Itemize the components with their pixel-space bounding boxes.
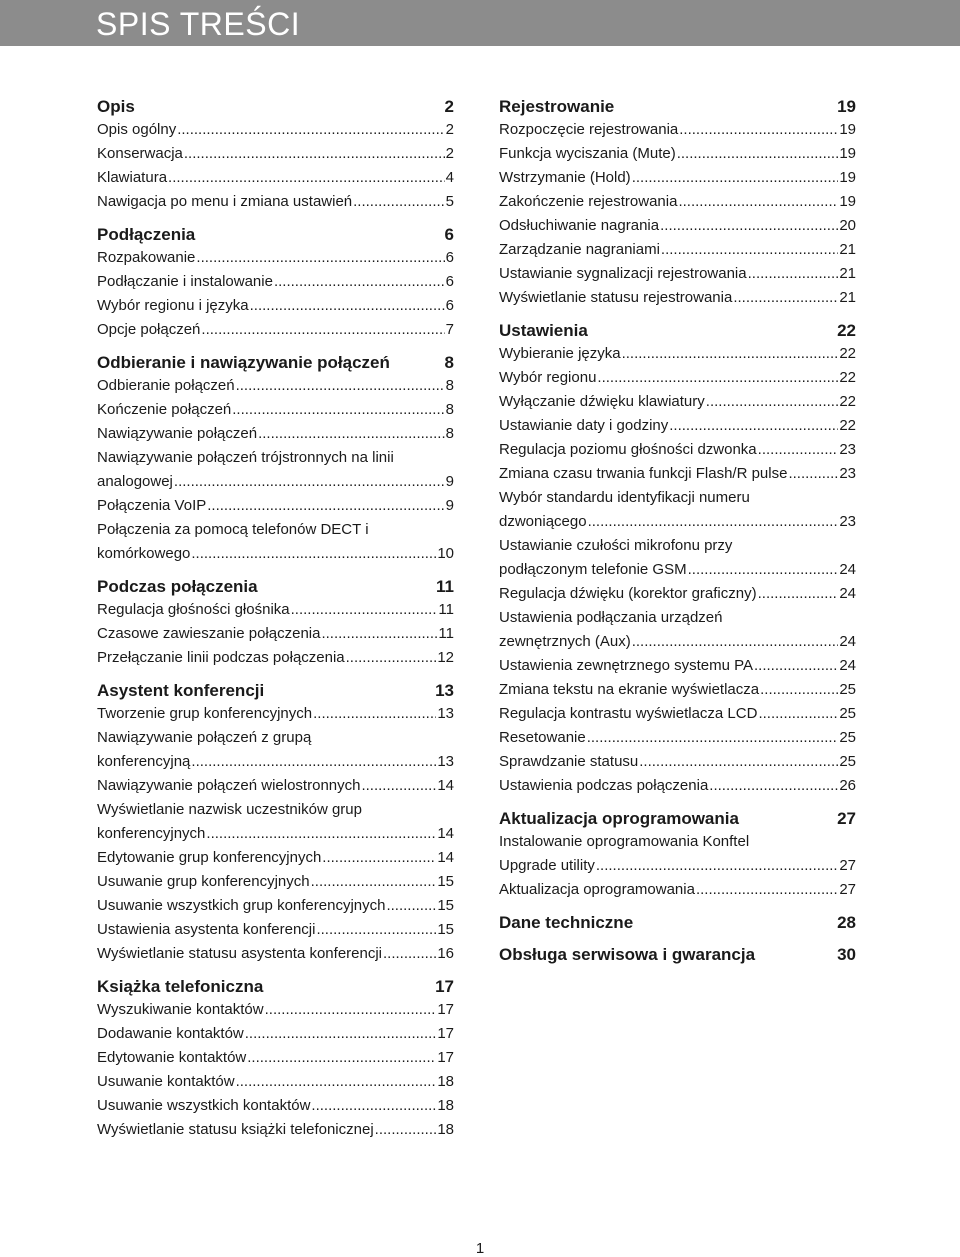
- dot-leader: [696, 878, 838, 902]
- toc-entry-title: Wyświetlanie statusu książki telefonicznej: [97, 1121, 374, 1138]
- toc-entry-page: 2: [445, 145, 454, 162]
- toc-entry[interactable]: [499, 462, 856, 486]
- toc-entry-title: Wyświetlanie statusu rejestrowania: [499, 289, 733, 306]
- toc-entry[interactable]: [499, 118, 856, 142]
- toc-entry-title: Rozpakowanie: [97, 249, 196, 266]
- toc-entry-title: Nawigacja po menu i zmiana ustawień: [97, 193, 353, 210]
- toc-entry-title: Funkcja wyciszania (Mute): [499, 145, 676, 162]
- toc-entry-title: Regulacja poziomu głośności dzwonka: [499, 441, 757, 458]
- toc-entry-page: 10: [437, 545, 454, 562]
- toc-section: [499, 96, 856, 310]
- dot-leader: [754, 654, 838, 678]
- section-page: 28: [837, 913, 856, 932]
- dot-leader: [758, 438, 839, 462]
- section-title: Książka telefoniczna: [97, 977, 264, 996]
- toc-entry-title: Ustawianie daty i godziny: [499, 417, 669, 434]
- toc-entry-page: 19: [839, 121, 856, 138]
- toc-entry-title: Usuwanie grup konferencyjnych: [97, 873, 310, 890]
- dot-leader: [316, 918, 436, 942]
- toc-right-column: [499, 96, 856, 966]
- toc-entry-page: 11: [438, 601, 454, 618]
- dot-leader: [206, 822, 436, 846]
- dot-leader: [258, 422, 445, 446]
- dot-leader: [639, 750, 838, 774]
- dot-leader: [191, 542, 436, 566]
- toc-entry[interactable]: [97, 422, 454, 446]
- toc-entry-title: Zarządzanie nagraniami: [499, 241, 660, 258]
- section-heading[interactable]: [499, 808, 856, 830]
- toc-entry-title: Sprawdzanie statusu: [499, 753, 639, 770]
- section-heading[interactable]: [97, 576, 454, 598]
- toc-entry-title: Edytowanie grup konferencyjnych: [97, 849, 322, 866]
- section-heading[interactable]: [499, 944, 856, 966]
- toc-entry[interactable]: [97, 622, 454, 646]
- toc-left-column: [97, 96, 454, 1142]
- dot-leader: [346, 646, 437, 670]
- toc-entry-page: 2: [445, 121, 454, 138]
- toc-entry-page: 13: [437, 753, 454, 770]
- dot-leader: [788, 462, 838, 486]
- toc-entry-title: Ustawianie sygnalizacji rejestrowania: [499, 265, 747, 282]
- toc-entry-page: 25: [839, 753, 856, 770]
- dot-leader: [196, 246, 444, 270]
- dot-leader: [758, 582, 839, 606]
- toc-entry-title: podłączonym telefonie GSM: [499, 561, 687, 578]
- toc-entry-title: Nawiązywanie połączeń wielostronnych: [97, 777, 361, 794]
- toc-entry[interactable]: [97, 166, 454, 190]
- dot-leader: [758, 702, 838, 726]
- toc-entry-page: 27: [839, 881, 856, 898]
- dot-leader: [733, 286, 838, 310]
- toc-entry-title: Usuwanie wszystkich kontaktów: [97, 1097, 311, 1114]
- toc-entry-line[interactable]: Instalowanie oprogramowania Konftel: [499, 833, 750, 850]
- dot-leader: [250, 294, 445, 318]
- dot-leader: [383, 942, 436, 966]
- toc-entry-page: 23: [839, 465, 856, 482]
- toc-entry-page: 18: [437, 1097, 454, 1114]
- toc-entry-title: Konserwacja: [97, 145, 183, 162]
- section-page: 22: [837, 321, 856, 340]
- toc-entry-title: Regulacja głośności głośnika: [97, 601, 290, 618]
- toc-entry[interactable]: [97, 1046, 454, 1070]
- section-heading[interactable]: [97, 352, 454, 374]
- toc-entry-line[interactable]: Wybór standardu identyfikacji numeru: [499, 489, 750, 506]
- toc-entry[interactable]: [97, 846, 454, 870]
- toc-entry-page: 25: [839, 729, 856, 746]
- section-page: 2: [444, 97, 454, 116]
- toc-entry-title: Czasowe zawieszanie połączenia: [97, 625, 321, 642]
- section-title: Asystent konferencji: [97, 681, 265, 700]
- toc-entry-title: analogowej: [97, 473, 173, 490]
- dot-leader: [245, 1022, 437, 1046]
- toc-entry[interactable]: [499, 190, 856, 214]
- dot-leader: [311, 870, 437, 894]
- toc-entry-page: 17: [437, 1025, 454, 1042]
- toc-entry-page: 25: [839, 681, 856, 698]
- toc-entry-title: Edytowanie kontaktów: [97, 1049, 247, 1066]
- toc-entry-page: 22: [839, 369, 856, 386]
- toc-entry[interactable]: [499, 438, 856, 462]
- dot-leader: [236, 374, 445, 398]
- toc-entry-line[interactable]: Ustawienia podłączania urządzeń: [499, 609, 723, 626]
- toc-entry-title: Aktualizacja oprogramowania: [499, 881, 695, 898]
- toc-entry-title: Upgrade utility: [499, 857, 595, 874]
- toc-entry-page: 18: [437, 1121, 454, 1138]
- toc-entry-page: 17: [437, 1049, 454, 1066]
- toc-entry-title: Wybieranie języka: [499, 345, 621, 362]
- dot-leader: [597, 366, 838, 390]
- toc-entry-page: 23: [839, 513, 856, 530]
- toc-entry-title: Rozpoczęcie rejestrowania: [499, 121, 679, 138]
- toc-entry-title: Resetowanie: [499, 729, 586, 746]
- dot-leader: [236, 1070, 437, 1094]
- toc-entry-line[interactable]: Połączenia za pomocą telefonów DECT i: [97, 521, 369, 538]
- section-title: Opis: [97, 97, 135, 116]
- toc-entry-page: 6: [445, 273, 454, 290]
- toc-entry-page: 21: [839, 241, 856, 258]
- dot-leader: [311, 1094, 436, 1118]
- toc-entry[interactable]: [499, 390, 856, 414]
- dot-leader: [709, 774, 838, 798]
- toc-entry-page: 21: [839, 265, 856, 282]
- toc-section: [499, 944, 856, 966]
- toc-entry[interactable]: [97, 998, 454, 1022]
- toc-entry[interactable]: [97, 646, 454, 670]
- dot-leader: [678, 190, 838, 214]
- section-title: Rejestrowanie: [499, 97, 615, 116]
- toc-entry[interactable]: [97, 1022, 454, 1046]
- toc-entry-title: dzwoniącego: [499, 513, 587, 530]
- toc-section: [499, 912, 856, 934]
- toc-entry-title: Wstrzymanie (Hold): [499, 169, 631, 186]
- toc-section: [97, 96, 454, 214]
- toc-entry[interactable]: [499, 678, 856, 702]
- dot-leader: [232, 398, 444, 422]
- toc-entry-page: 18: [437, 1073, 454, 1090]
- section-title: Aktualizacja oprogramowania: [499, 809, 739, 828]
- toc-entry-title: komórkowego: [97, 545, 191, 562]
- toc-entry[interactable]: [97, 1070, 454, 1094]
- dot-leader: [596, 854, 838, 878]
- dot-leader: [321, 622, 437, 646]
- section-page: 19: [837, 97, 856, 116]
- toc-entry-page: 19: [839, 169, 856, 186]
- toc-entry-line[interactable]: Nawiązywanie połączeń z grupą: [97, 729, 312, 746]
- toc-entry-page: 24: [839, 585, 856, 602]
- toc-entry-page: 22: [839, 393, 856, 410]
- toc-entry-title: Usuwanie wszystkich grup konferencyjnych: [97, 897, 386, 914]
- section-page: 27: [837, 809, 856, 828]
- toc-entry-page: 19: [839, 145, 856, 162]
- toc-entry-page: 20: [839, 217, 856, 234]
- toc-entry[interactable]: [97, 398, 454, 422]
- section-heading[interactable]: [97, 96, 454, 118]
- toc-entry-page: 23: [839, 441, 856, 458]
- toc-entry[interactable]: [499, 286, 856, 310]
- toc-entry[interactable]: [499, 878, 856, 902]
- toc-entry-title: Regulacja dźwięku (korektor graficzny): [499, 585, 757, 602]
- toc-entry-page: 14: [437, 777, 454, 794]
- section-page: 30: [837, 945, 856, 964]
- toc-entry[interactable]: [499, 214, 856, 238]
- toc-entry[interactable]: [97, 142, 454, 166]
- toc-entry[interactable]: [97, 294, 454, 318]
- toc-section: [499, 808, 856, 902]
- toc-entry[interactable]: [97, 118, 454, 142]
- section-title: Obsługa serwisowa i gwarancja: [499, 945, 756, 964]
- toc-entry[interactable]: [499, 262, 856, 286]
- toc-entry-page: 27: [839, 857, 856, 874]
- toc-entry-page: 24: [839, 561, 856, 578]
- toc-entry[interactable]: [97, 1094, 454, 1118]
- toc-entry-page: 21: [839, 289, 856, 306]
- dot-leader: [386, 894, 436, 918]
- toc-entry[interactable]: [97, 942, 454, 966]
- toc-entry[interactable]: [97, 598, 454, 622]
- toc-entry-page: 7: [445, 321, 454, 338]
- toc-section: [97, 680, 454, 966]
- toc-entry-page: 12: [437, 649, 454, 666]
- dot-leader: [322, 846, 436, 870]
- dot-leader: [168, 166, 445, 190]
- dot-leader: [191, 750, 436, 774]
- toc-entry[interactable]: [499, 510, 856, 534]
- section-title: Ustawienia: [499, 321, 588, 340]
- toc-entry-title: Wybór regionu: [499, 369, 597, 386]
- toc-entry-page: 8: [445, 425, 454, 442]
- dot-leader: [207, 494, 444, 518]
- toc-entry-page: 6: [445, 297, 454, 314]
- toc-entry-title: konferencyjnych: [97, 825, 206, 842]
- toc-entry[interactable]: [97, 318, 454, 342]
- dot-leader: [632, 630, 839, 654]
- toc-entry-title: Zakończenie rejestrowania: [499, 193, 678, 210]
- toc-entry-title: Regulacja kontrastu wyświetlacza LCD: [499, 705, 758, 722]
- toc-entry-page: 22: [839, 417, 856, 434]
- dot-leader: [587, 726, 839, 750]
- dot-leader: [353, 190, 445, 214]
- toc-entry-title: Połączenia VoIP: [97, 497, 207, 514]
- toc-section: [97, 976, 454, 1142]
- toc-entry-page: 17: [437, 1001, 454, 1018]
- toc-entry-title: Usuwanie kontaktów: [97, 1073, 235, 1090]
- toc-entry-title: Dodawanie kontaktów: [97, 1025, 244, 1042]
- toc-section: [499, 320, 856, 798]
- toc-entry-page: 9: [445, 473, 454, 490]
- toc-entry-page: 15: [437, 897, 454, 914]
- toc-entry-page: 6: [445, 249, 454, 266]
- toc-entry-page: 16: [437, 945, 454, 962]
- section-heading[interactable]: [499, 320, 856, 342]
- toc-entry-page: 24: [839, 633, 856, 650]
- toc-entry-page: 14: [437, 849, 454, 866]
- toc-entry-page: 8: [445, 401, 454, 418]
- toc-entry[interactable]: [97, 374, 454, 398]
- toc-entry-page: 4: [445, 169, 454, 186]
- toc-entry[interactable]: [499, 854, 856, 878]
- section-heading[interactable]: [97, 976, 454, 998]
- section-title: Odbieranie i nawiązywanie połączeń: [97, 353, 390, 372]
- page-number: 1: [475, 1240, 485, 1257]
- section-title: Podczas połączenia: [97, 577, 258, 596]
- dot-leader: [177, 118, 444, 142]
- section-title: Dane techniczne: [499, 913, 634, 932]
- dot-leader: [588, 510, 839, 534]
- toc-entry[interactable]: [97, 774, 454, 798]
- toc-entry-title: konferencyjną: [97, 753, 191, 770]
- toc-entry[interactable]: [499, 654, 856, 678]
- toc-entry-title: Odsłuchiwanie nagrania: [499, 217, 660, 234]
- toc-entry[interactable]: [97, 246, 454, 270]
- dot-leader: [748, 262, 839, 286]
- toc-section: [97, 224, 454, 342]
- toc-entry[interactable]: [499, 142, 856, 166]
- toc-entry[interactable]: [97, 190, 454, 214]
- toc-entry-page: 15: [437, 873, 454, 890]
- toc-entry[interactable]: [97, 894, 454, 918]
- dot-leader: [679, 118, 838, 142]
- dot-leader: [706, 390, 839, 414]
- toc-entry-page: 22: [839, 345, 856, 362]
- toc-entry-title: Wyszukiwanie kontaktów: [97, 1001, 264, 1018]
- toc-entry-page: 24: [839, 657, 856, 674]
- dot-leader: [184, 142, 445, 166]
- toc-entry-title: Ustawienia zewnętrznego systemu PA: [499, 657, 754, 674]
- toc-entry[interactable]: [499, 630, 856, 654]
- toc-entry[interactable]: [97, 542, 454, 566]
- toc-entry[interactable]: [499, 750, 856, 774]
- toc-entry[interactable]: [97, 822, 454, 846]
- toc-entry[interactable]: [97, 1118, 454, 1142]
- section-page: 17: [435, 977, 454, 996]
- section-page: 6: [444, 225, 454, 244]
- dot-leader: [174, 470, 445, 494]
- toc-entry[interactable]: [97, 750, 454, 774]
- toc-entry[interactable]: [97, 470, 454, 494]
- toc-entry[interactable]: [499, 342, 856, 366]
- dot-leader: [760, 678, 838, 702]
- toc-entry[interactable]: [499, 366, 856, 390]
- toc-entry[interactable]: [499, 166, 856, 190]
- toc-entry[interactable]: [499, 582, 856, 606]
- toc-entry[interactable]: [97, 270, 454, 294]
- toc-entry-page: 19: [839, 193, 856, 210]
- toc-entry-title: Przełączanie linii podczas połączenia: [97, 649, 345, 666]
- section-heading[interactable]: [499, 96, 856, 118]
- section-page: 8: [444, 353, 454, 372]
- section-page: 13: [435, 681, 454, 700]
- toc-entry-title: zewnętrznych (Aux): [499, 633, 631, 650]
- toc-entry-page: 26: [839, 777, 856, 794]
- page-title: SPIS TREŚCI: [96, 6, 301, 42]
- toc-entry-page: 13: [437, 705, 454, 722]
- dot-leader: [661, 238, 838, 262]
- dot-leader: [660, 214, 838, 238]
- toc-entry-title: Ustawienia asystenta konferencji: [97, 921, 316, 938]
- toc-entry-title: Opcje połączeń: [97, 321, 201, 338]
- toc-entry-title: Nawiązywanie połączeń: [97, 425, 258, 442]
- dot-leader: [669, 414, 838, 438]
- toc-entry[interactable]: [499, 774, 856, 798]
- toc-entry-line[interactable]: Wyświetlanie nazwisk uczestników grup: [97, 801, 362, 818]
- toc-entry-title: Kończenie połączeń: [97, 401, 232, 418]
- dot-leader: [274, 270, 445, 294]
- dot-leader: [265, 998, 437, 1022]
- toc-entry-title: Zmiana tekstu na ekranie wyświetlacza: [499, 681, 760, 698]
- toc-entry[interactable]: [97, 702, 454, 726]
- section-heading[interactable]: [499, 912, 856, 934]
- toc-entry-page: 25: [839, 705, 856, 722]
- toc-entry[interactable]: [499, 238, 856, 262]
- toc-entry[interactable]: [499, 414, 856, 438]
- dot-leader: [313, 702, 436, 726]
- dot-leader: [361, 774, 436, 798]
- toc-entry-page: 8: [445, 377, 454, 394]
- dot-leader: [375, 1118, 437, 1142]
- toc-entry-title: Klawiatura: [97, 169, 168, 186]
- toc-entry[interactable]: [97, 870, 454, 894]
- toc-entry[interactable]: [499, 726, 856, 750]
- toc-entry-title: Wyświetlanie statusu asystenta konferencji: [97, 945, 382, 962]
- toc-entry-title: Wyłączanie dźwięku klawiatury: [499, 393, 705, 410]
- toc-entry-title: Ustawienia podczas połączenia: [499, 777, 709, 794]
- section-page: 11: [436, 577, 454, 596]
- header-bar: [0, 0, 960, 46]
- toc-entry-title: Zmiana czasu trwania funkcji Flash/R pulse: [499, 465, 788, 482]
- section-heading[interactable]: [97, 224, 454, 246]
- toc-entry-title: Tworzenie grup konferencyjnych: [97, 705, 313, 722]
- toc-entry-title: Opis ogólny: [97, 121, 177, 138]
- section-heading[interactable]: [97, 680, 454, 702]
- toc-entry[interactable]: [97, 918, 454, 942]
- toc-section: [97, 576, 454, 670]
- toc-entry-line[interactable]: Ustawianie czułości mikrofonu przy: [499, 537, 733, 554]
- toc-entry-page: 5: [445, 193, 454, 210]
- toc-entry-page: 15: [437, 921, 454, 938]
- toc-section: [97, 352, 454, 566]
- toc-entry[interactable]: [499, 558, 856, 582]
- toc-entry-line[interactable]: Nawiązywanie połączeń trójstronnych na linii: [97, 449, 394, 466]
- toc-entry-page: 11: [438, 625, 454, 642]
- dot-leader: [201, 318, 444, 342]
- toc-entry[interactable]: [499, 702, 856, 726]
- dot-leader: [688, 558, 839, 582]
- toc-entry[interactable]: [97, 494, 454, 518]
- dot-leader: [632, 166, 839, 190]
- toc-entry-title: Podłączanie i instalowanie: [97, 273, 273, 290]
- dot-leader: [622, 342, 839, 366]
- toc-entry-title: Wybór regionu i języka: [97, 297, 249, 314]
- toc-entry-page: 14: [437, 825, 454, 842]
- toc-entry-page: 9: [445, 497, 454, 514]
- section-title: Podłączenia: [97, 225, 196, 244]
- toc-entry-title: Odbieranie połączeń: [97, 377, 235, 394]
- dot-leader: [677, 142, 839, 166]
- dot-leader: [291, 598, 438, 622]
- dot-leader: [247, 1046, 436, 1070]
